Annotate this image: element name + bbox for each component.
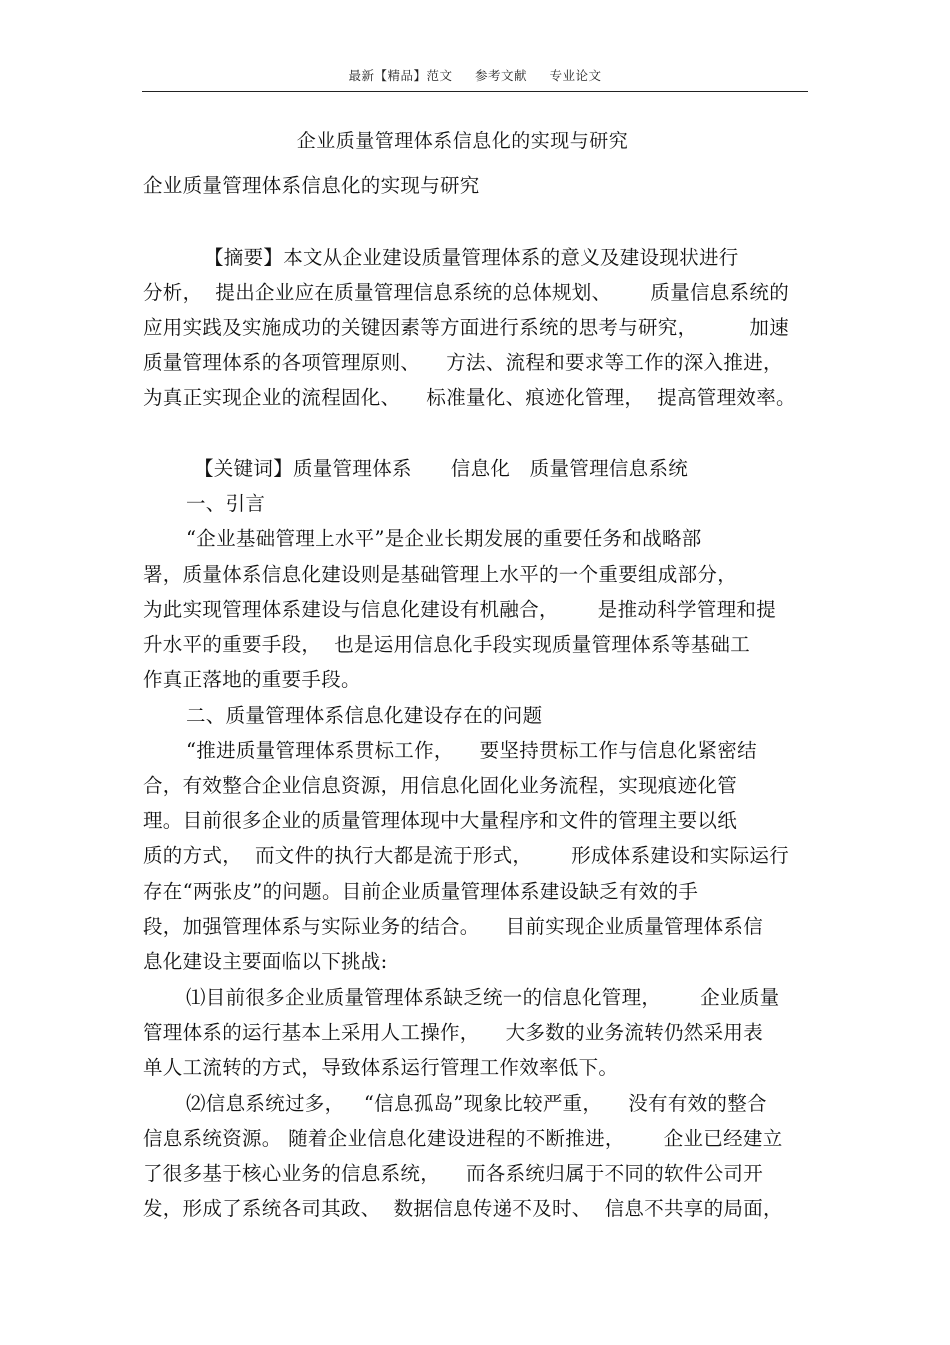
abstract-line: 应用实践及实施成功的关键因素等方面进行系统的思考与研究， 加速	[143, 316, 789, 339]
list-item-line: ⑴目前很多企业质量管理体系缺乏统一的信息化管理， 企业质量	[186, 986, 780, 1009]
header-item-fanwen: 最新【精品】范文	[348, 68, 453, 83]
body-line: “推进质量管理体系贯标工作， 要坚持贯标工作与信息化紧密结	[186, 739, 757, 762]
keywords-line: 【关键词】质量管理体系 信息化 质量管理信息系统	[194, 457, 689, 480]
list-item-line: 了很多基于核心业务的信息系统， 而各系统归属于不同的软件公司开	[143, 1162, 763, 1185]
body-line: 息化建设主要面临以下挑战:	[143, 950, 388, 973]
header-item-references: 参考文献	[474, 68, 527, 83]
body-line: 质的方式， 而文件的执行大都是流于形式， 形成体系建设和实际运行	[143, 844, 789, 867]
header-item-papers: 专业论文	[549, 68, 602, 83]
body-line: 理。目前很多企业的质量管理体现中大量程序和文件的管理主要以纸	[143, 809, 738, 832]
list-item-line: 信息系统资源。 随着企业信息化建设进程的不断推进， 企业已经建立	[143, 1127, 783, 1150]
abstract-line: 【摘要】本文从企业建设质量管理体系的意义及建设现状进行	[204, 246, 739, 269]
list-item-line: 单人工流转的方式，导致体系运行管理工作效率低下。	[143, 1056, 619, 1079]
header-rule	[142, 91, 808, 92]
section-heading: 一、引言	[186, 492, 266, 515]
list-item-line: 管理体系的运行基本上采用人工操作， 大多数的业务流转仍然采用表	[143, 1021, 763, 1044]
body-line: 署，质量体系信息化建设则是基础管理上水平的一个重要组成部分，	[143, 563, 738, 586]
section-heading: 二、质量管理体系信息化建设存在的问题	[186, 704, 543, 727]
abstract-line: 质量管理体系的各项管理原则、 方法、流程和要求等工作的深入推进，	[143, 351, 783, 374]
body-line: 合，有效整合企业信息资源，用信息化固化业务流程，实现痕迹化管	[143, 774, 738, 797]
body-line: 为此实现管理体系建设与信息化建设有机融合， 是推动科学管理和提	[143, 598, 776, 621]
body-line: 段，加强管理体系与实际业务的结合。 目前实现企业质量管理体系信	[143, 915, 763, 938]
abstract-line: 为真正实现企业的流程固化、 标准量化、痕迹化管理， 提高管理效率。	[143, 386, 796, 409]
abstract-line: 分析， 提出企业应在质量管理信息系统的总体规划、 质量信息系统的	[143, 281, 789, 304]
list-item-line: 发，形成了系统各司其政、 数据信息传递不及时、 信息不共享的局面，	[143, 1197, 783, 1220]
body-line: 存在“两张皮”的问题。目前企业质量管理体系建设缺乏有效的手	[143, 880, 699, 903]
list-item-line: ⑵信息系统过多， “信息孤岛”现象比较严重， 没有有效的整合	[186, 1092, 767, 1115]
document-subtitle: 企业质量管理体系信息化的实现与研究	[143, 174, 480, 197]
body-line: 作真正落地的重要手段。	[143, 668, 361, 691]
body-line: 升水平的重要手段， 也是运用信息化手段实现质量管理体系等基础工	[143, 633, 750, 656]
body-line: “企业基础管理上水平”是企业长期发展的重要任务和战略部	[186, 527, 702, 550]
page-header	[0, 66, 950, 84]
document-title: 企业质量管理体系信息化的实现与研究	[296, 130, 629, 152]
